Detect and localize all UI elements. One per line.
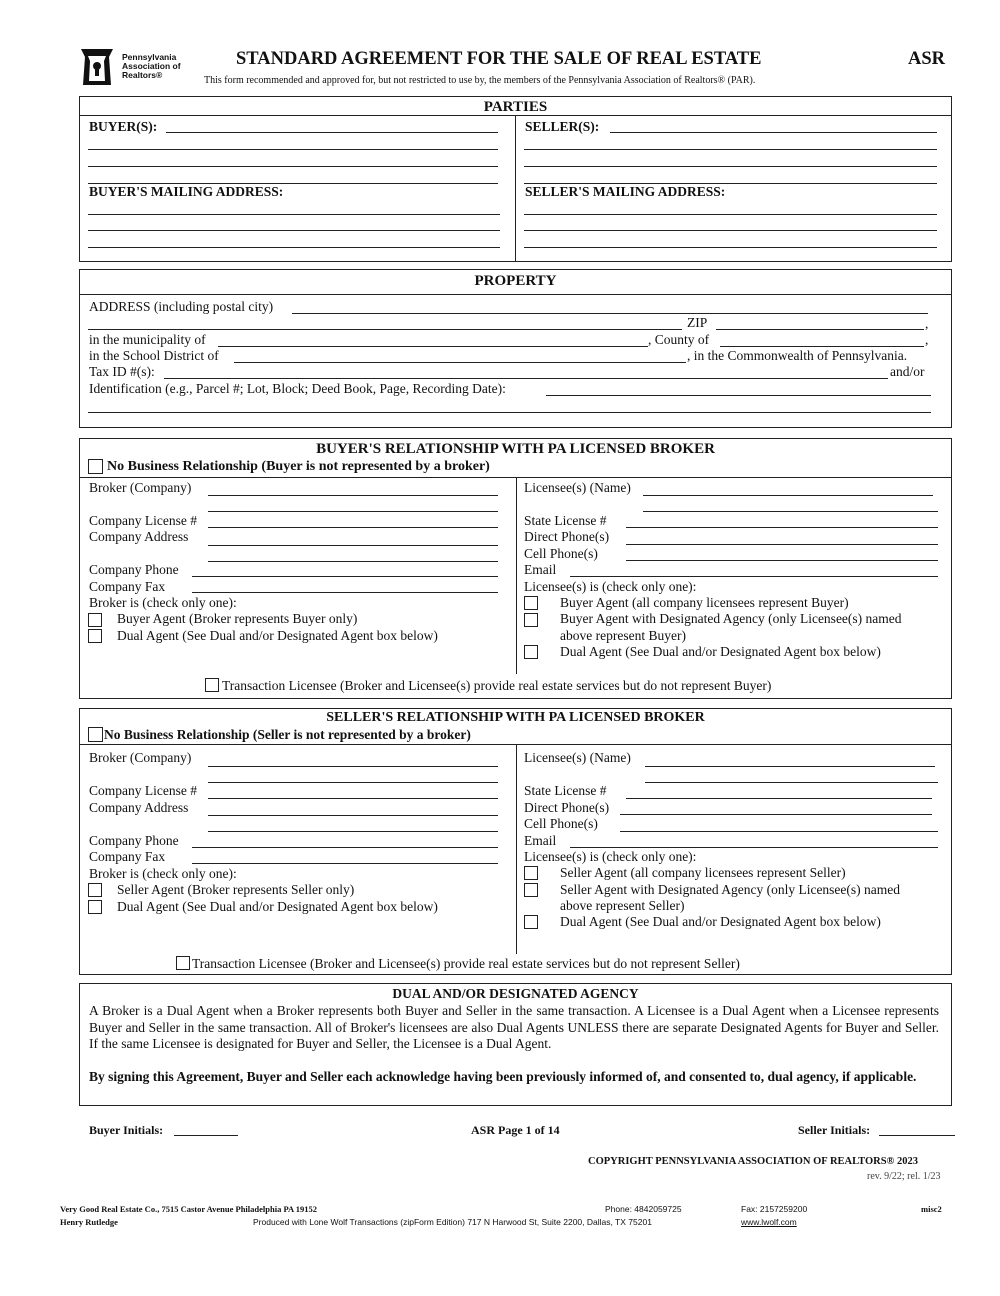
buyer-dual-agent-label: Dual Agent (See Dual and/or Designated Agent box below) xyxy=(117,628,438,643)
seller-dual-agent-label: Dual Agent (See Dual and/or Designated Agent box below) xyxy=(117,899,438,914)
company-phone-label: Company Phone xyxy=(89,562,179,577)
email-label: Email xyxy=(524,562,557,577)
buyer-initials-label: Buyer Initials: xyxy=(89,1123,164,1137)
misc-code: misc2 xyxy=(921,1204,942,1214)
broker-company-field[interactable] xyxy=(208,495,498,496)
property-heading: PROPERTY xyxy=(474,273,557,289)
seller-company-phone-field[interactable] xyxy=(192,847,498,848)
buyers-field[interactable] xyxy=(166,132,498,133)
county-field[interactable] xyxy=(720,346,924,347)
buyer-transaction-licensee-label: Transaction Licensee (Broker and Licensee(s) provide real estate services but do not represent Buyer) xyxy=(222,678,772,693)
dual-agency-paragraph: A Broker is a Dual Agent when a Broker represents both Buyer and Seller in the same transaction. A Licensee is a Dual Agent when a Licensee represents Buyer and Seller in the same transaction. All of Broker's licensees are also Dual Agents UNLESS there are separate Designated Agents for Buyer and Seller. If the same Licensee is designated for Buyer and Seller, the Licensee is a Dual Agent. xyxy=(89,1003,939,1051)
licensees-is-label: Licensee(s) is (check only one): xyxy=(524,579,697,594)
sellers-field-3[interactable] xyxy=(524,166,937,167)
page-number: ASR Page 1 of 14 xyxy=(471,1123,560,1137)
seller-company-license-label: Company License # xyxy=(89,783,197,798)
lwolf-link[interactable]: www.lwolf.com xyxy=(741,1217,797,1227)
seller-initials-label: Seller Initials: xyxy=(798,1123,871,1137)
seller-direct-phone-field[interactable] xyxy=(620,814,932,815)
brokerage-info: Very Good Real Estate Co., 7515 Castor Avenue Philadelphia PA 19152 xyxy=(60,1204,318,1214)
seller-broker-company-label: Broker (Company) xyxy=(89,750,192,765)
seller-address-label: SELLER'S MAILING ADDRESS: xyxy=(525,184,726,199)
buyer-agent-label: Buyer Agent (Broker represents Buyer only) xyxy=(117,611,358,626)
school-district-field[interactable] xyxy=(234,362,686,363)
cell-phone-field[interactable] xyxy=(626,560,938,561)
logo-line-1: Pennsylvania xyxy=(122,52,177,62)
property-section xyxy=(79,269,952,428)
sellers-field-2[interactable] xyxy=(524,149,937,150)
revision: rev. 9/22; rel. 1/23 xyxy=(867,1171,941,1182)
broker-company-field-2[interactable] xyxy=(208,511,498,512)
seller-email-field[interactable] xyxy=(570,847,938,848)
seller-licensee-dual-checkbox[interactable] xyxy=(524,915,538,929)
buyer-initials-field[interactable] xyxy=(174,1135,238,1136)
buyer-dual-agent-checkbox[interactable] xyxy=(88,629,102,643)
buyer-broker-heading: BUYER'S RELATIONSHIP WITH PA LICENSED BROKER xyxy=(316,441,715,457)
and-or-label: and/or xyxy=(890,364,925,379)
buyer-licensee-agent-label: Buyer Agent (all company licensees represent Buyer) xyxy=(560,595,849,610)
seller-company-fax-field[interactable] xyxy=(192,863,498,864)
comma: , xyxy=(925,316,929,331)
company-license-label: Company License # xyxy=(89,513,197,528)
buyers-label: BUYER(S): xyxy=(89,119,158,134)
seller-broker-company-field[interactable] xyxy=(208,766,498,767)
seller-company-fax-label: Company Fax xyxy=(89,849,166,864)
seller-licensee-agent-label: Seller Agent (all company licensees represent Seller) xyxy=(560,865,846,880)
direct-phone-field[interactable] xyxy=(626,544,938,545)
logo-line-2: Association of xyxy=(122,61,181,71)
seller-transaction-licensee-checkbox[interactable] xyxy=(176,956,190,970)
identification-field-2[interactable] xyxy=(88,412,931,413)
licensees-name-label: Licensee(s) (Name) xyxy=(524,480,631,495)
commonwealth-label: , in the Commonwealth of Pennsylvania. xyxy=(687,348,908,363)
seller-broker-section xyxy=(79,708,952,975)
seller-licensees-name-field[interactable] xyxy=(645,766,935,767)
buyer-no-business-checkbox[interactable] xyxy=(88,459,103,474)
seller-direct-phone-label: Direct Phone(s) xyxy=(524,800,610,815)
buyer-licensee-dual-label: Dual Agent (See Dual and/or Designated Agent box below) xyxy=(560,644,881,659)
tax-id-label: Tax ID #(s): xyxy=(89,364,155,379)
logo-line-3: Realtors® xyxy=(122,70,163,80)
sellers-field[interactable] xyxy=(610,132,937,133)
school-district-label: in the School District of xyxy=(89,348,219,363)
phone-number: Phone: 4842059725 xyxy=(605,1204,682,1214)
seller-licensee-agent-checkbox[interactable] xyxy=(524,866,538,880)
seller-dual-agent-checkbox[interactable] xyxy=(88,900,102,914)
dual-agency-consent: By signing this Agreement, Buyer and Seller each acknowledge having been previously informed of, and consented to, dual agency, if applicable. xyxy=(89,1069,917,1084)
seller-designated-agent-checkbox[interactable] xyxy=(524,883,538,897)
seller-company-phone-label: Company Phone xyxy=(89,833,179,848)
buyer-licensee-agent-checkbox[interactable] xyxy=(524,596,538,610)
seller-licensee-dual-label: Dual Agent (See Dual and/or Designated Agent box below) xyxy=(560,914,881,929)
buyers-field-2[interactable] xyxy=(88,149,498,150)
address-field-2[interactable] xyxy=(88,329,682,330)
seller-broker-heading: SELLER'S RELATIONSHIP WITH PA LICENSED BROKER xyxy=(326,710,705,725)
seller-licensees-name-field-2[interactable] xyxy=(645,782,938,783)
licensees-name-field[interactable] xyxy=(643,495,933,496)
seller-email-label: Email xyxy=(524,833,557,848)
company-fax-field[interactable] xyxy=(192,592,498,593)
sellers-label: SELLER(S): xyxy=(525,119,600,134)
seller-state-license-field[interactable] xyxy=(626,798,932,799)
par-logo xyxy=(78,47,198,89)
fax-number: Fax: 2157259200 xyxy=(741,1204,808,1214)
county-label: , County of xyxy=(648,332,710,347)
buyer-agent-checkbox[interactable] xyxy=(88,613,102,627)
company-address-field[interactable] xyxy=(208,545,498,546)
identification-label: Identification (e.g., Parcel #; Lot, Block; Deed Book, Page, Recording Date): xyxy=(89,381,506,396)
seller-company-address-field[interactable] xyxy=(208,815,498,816)
address-field[interactable] xyxy=(292,313,928,314)
seller-broker-company-field-2[interactable] xyxy=(208,782,498,783)
seller-broker-is-label: Broker is (check only one): xyxy=(89,866,237,881)
seller-agent-label: Seller Agent (Broker represents Seller only) xyxy=(117,882,355,897)
buyer-broker-section xyxy=(79,438,952,699)
buyer-address-field-1[interactable] xyxy=(88,214,500,215)
dual-agency-section xyxy=(79,983,952,1106)
keystone-icon xyxy=(78,47,116,87)
municipality-field[interactable] xyxy=(218,346,648,347)
seller-transaction-licensee-label: Transaction Licensee (Broker and Licensee(s) provide real estate services but do not represent Seller) xyxy=(192,956,740,971)
company-phone-field[interactable] xyxy=(192,576,498,577)
seller-designated-agent-label-2: above represent Seller) xyxy=(560,898,685,913)
produced-with: Produced with Lone Wolf Transactions (zipForm Edition) 717 N Harwood St, Suite 2200, Dallas, TX 75201 xyxy=(253,1217,652,1227)
buyer-licensee-dual-checkbox[interactable] xyxy=(524,645,538,659)
buyer-designated-agent-label: Buyer Agent with Designated Agency (only Licensee(s) named xyxy=(560,611,902,626)
seller-cell-phone-label: Cell Phone(s) xyxy=(524,816,598,831)
logo-text xyxy=(122,53,181,80)
company-address-field-2[interactable] xyxy=(208,561,498,562)
zip-field[interactable] xyxy=(716,329,924,330)
identification-field[interactable] xyxy=(546,395,931,396)
seller-address-field-2[interactable] xyxy=(524,230,937,231)
broker-company-label: Broker (Company) xyxy=(89,480,192,495)
buyer-transaction-licensee-checkbox[interactable] xyxy=(205,678,219,692)
email-field[interactable] xyxy=(570,576,938,577)
comma-2: , xyxy=(925,332,929,347)
seller-company-license-field[interactable] xyxy=(208,798,498,799)
company-fax-label: Company Fax xyxy=(89,579,166,594)
cell-phone-label: Cell Phone(s) xyxy=(524,546,598,561)
form-code: ASR xyxy=(908,49,946,69)
state-license-field[interactable] xyxy=(626,527,938,528)
buyer-designated-agent-label-2: above represent Buyer) xyxy=(560,628,686,643)
company-license-field[interactable] xyxy=(208,527,498,528)
form-title: STANDARD AGREEMENT FOR THE SALE OF REAL ESTATE xyxy=(236,49,762,69)
seller-licensees-name-label: Licensee(s) (Name) xyxy=(524,750,631,765)
municipality-label: in the municipality of xyxy=(89,332,206,347)
seller-company-address-field-2[interactable] xyxy=(208,831,498,832)
broker-is-label: Broker is (check only one): xyxy=(89,595,237,610)
buyers-field-3[interactable] xyxy=(88,166,498,167)
seller-address-field-1[interactable] xyxy=(524,214,937,215)
form-subtitle: This form recommended and approved for, but not restricted to use by, the members of the Pennsylvania Association of Realtors® (PAR). xyxy=(204,75,756,86)
state-license-label: State License # xyxy=(524,513,607,528)
parties-section xyxy=(79,96,952,262)
seller-address-field-3[interactable] xyxy=(524,247,937,248)
buyer-address-field-2[interactable] xyxy=(88,230,500,231)
direct-phone-label: Direct Phone(s) xyxy=(524,529,610,544)
licensees-name-field-2[interactable] xyxy=(643,511,938,512)
seller-agent-checkbox[interactable] xyxy=(88,883,102,897)
seller-licensees-is-label: Licensee(s) is (check only one): xyxy=(524,849,697,864)
tax-id-field[interactable] xyxy=(164,378,888,379)
seller-company-address-label: Company Address xyxy=(89,800,189,815)
buyer-address-label: BUYER'S MAILING ADDRESS: xyxy=(89,184,284,199)
address-label: ADDRESS (including postal city) xyxy=(89,299,274,314)
seller-no-business-checkbox[interactable] xyxy=(88,727,103,742)
seller-initials-field[interactable] xyxy=(879,1135,955,1136)
seller-no-business-label: No Business Relationship (Seller is not represented by a broker) xyxy=(104,727,471,742)
seller-state-license-label: State License # xyxy=(524,783,607,798)
seller-designated-agent-label: Seller Agent with Designated Agency (only Licensee(s) named xyxy=(560,882,901,897)
seller-cell-phone-field[interactable] xyxy=(620,831,938,832)
buyer-designated-agent-checkbox[interactable] xyxy=(524,613,538,627)
agent-name: Henry Rutledge xyxy=(60,1217,118,1227)
buyer-address-field-3[interactable] xyxy=(88,247,500,248)
copyright: COPYRIGHT PENNSYLVANIA ASSOCIATION OF REALTORS® 2023 xyxy=(588,1156,919,1167)
zip-label: ZIP xyxy=(687,315,708,330)
buyer-no-business-label: No Business Relationship (Buyer is not represented by a broker) xyxy=(107,459,490,474)
company-address-label: Company Address xyxy=(89,529,189,544)
parties-heading: PARTIES xyxy=(483,99,548,115)
dual-agency-heading: DUAL AND/OR DESIGNATED AGENCY xyxy=(392,986,639,1001)
